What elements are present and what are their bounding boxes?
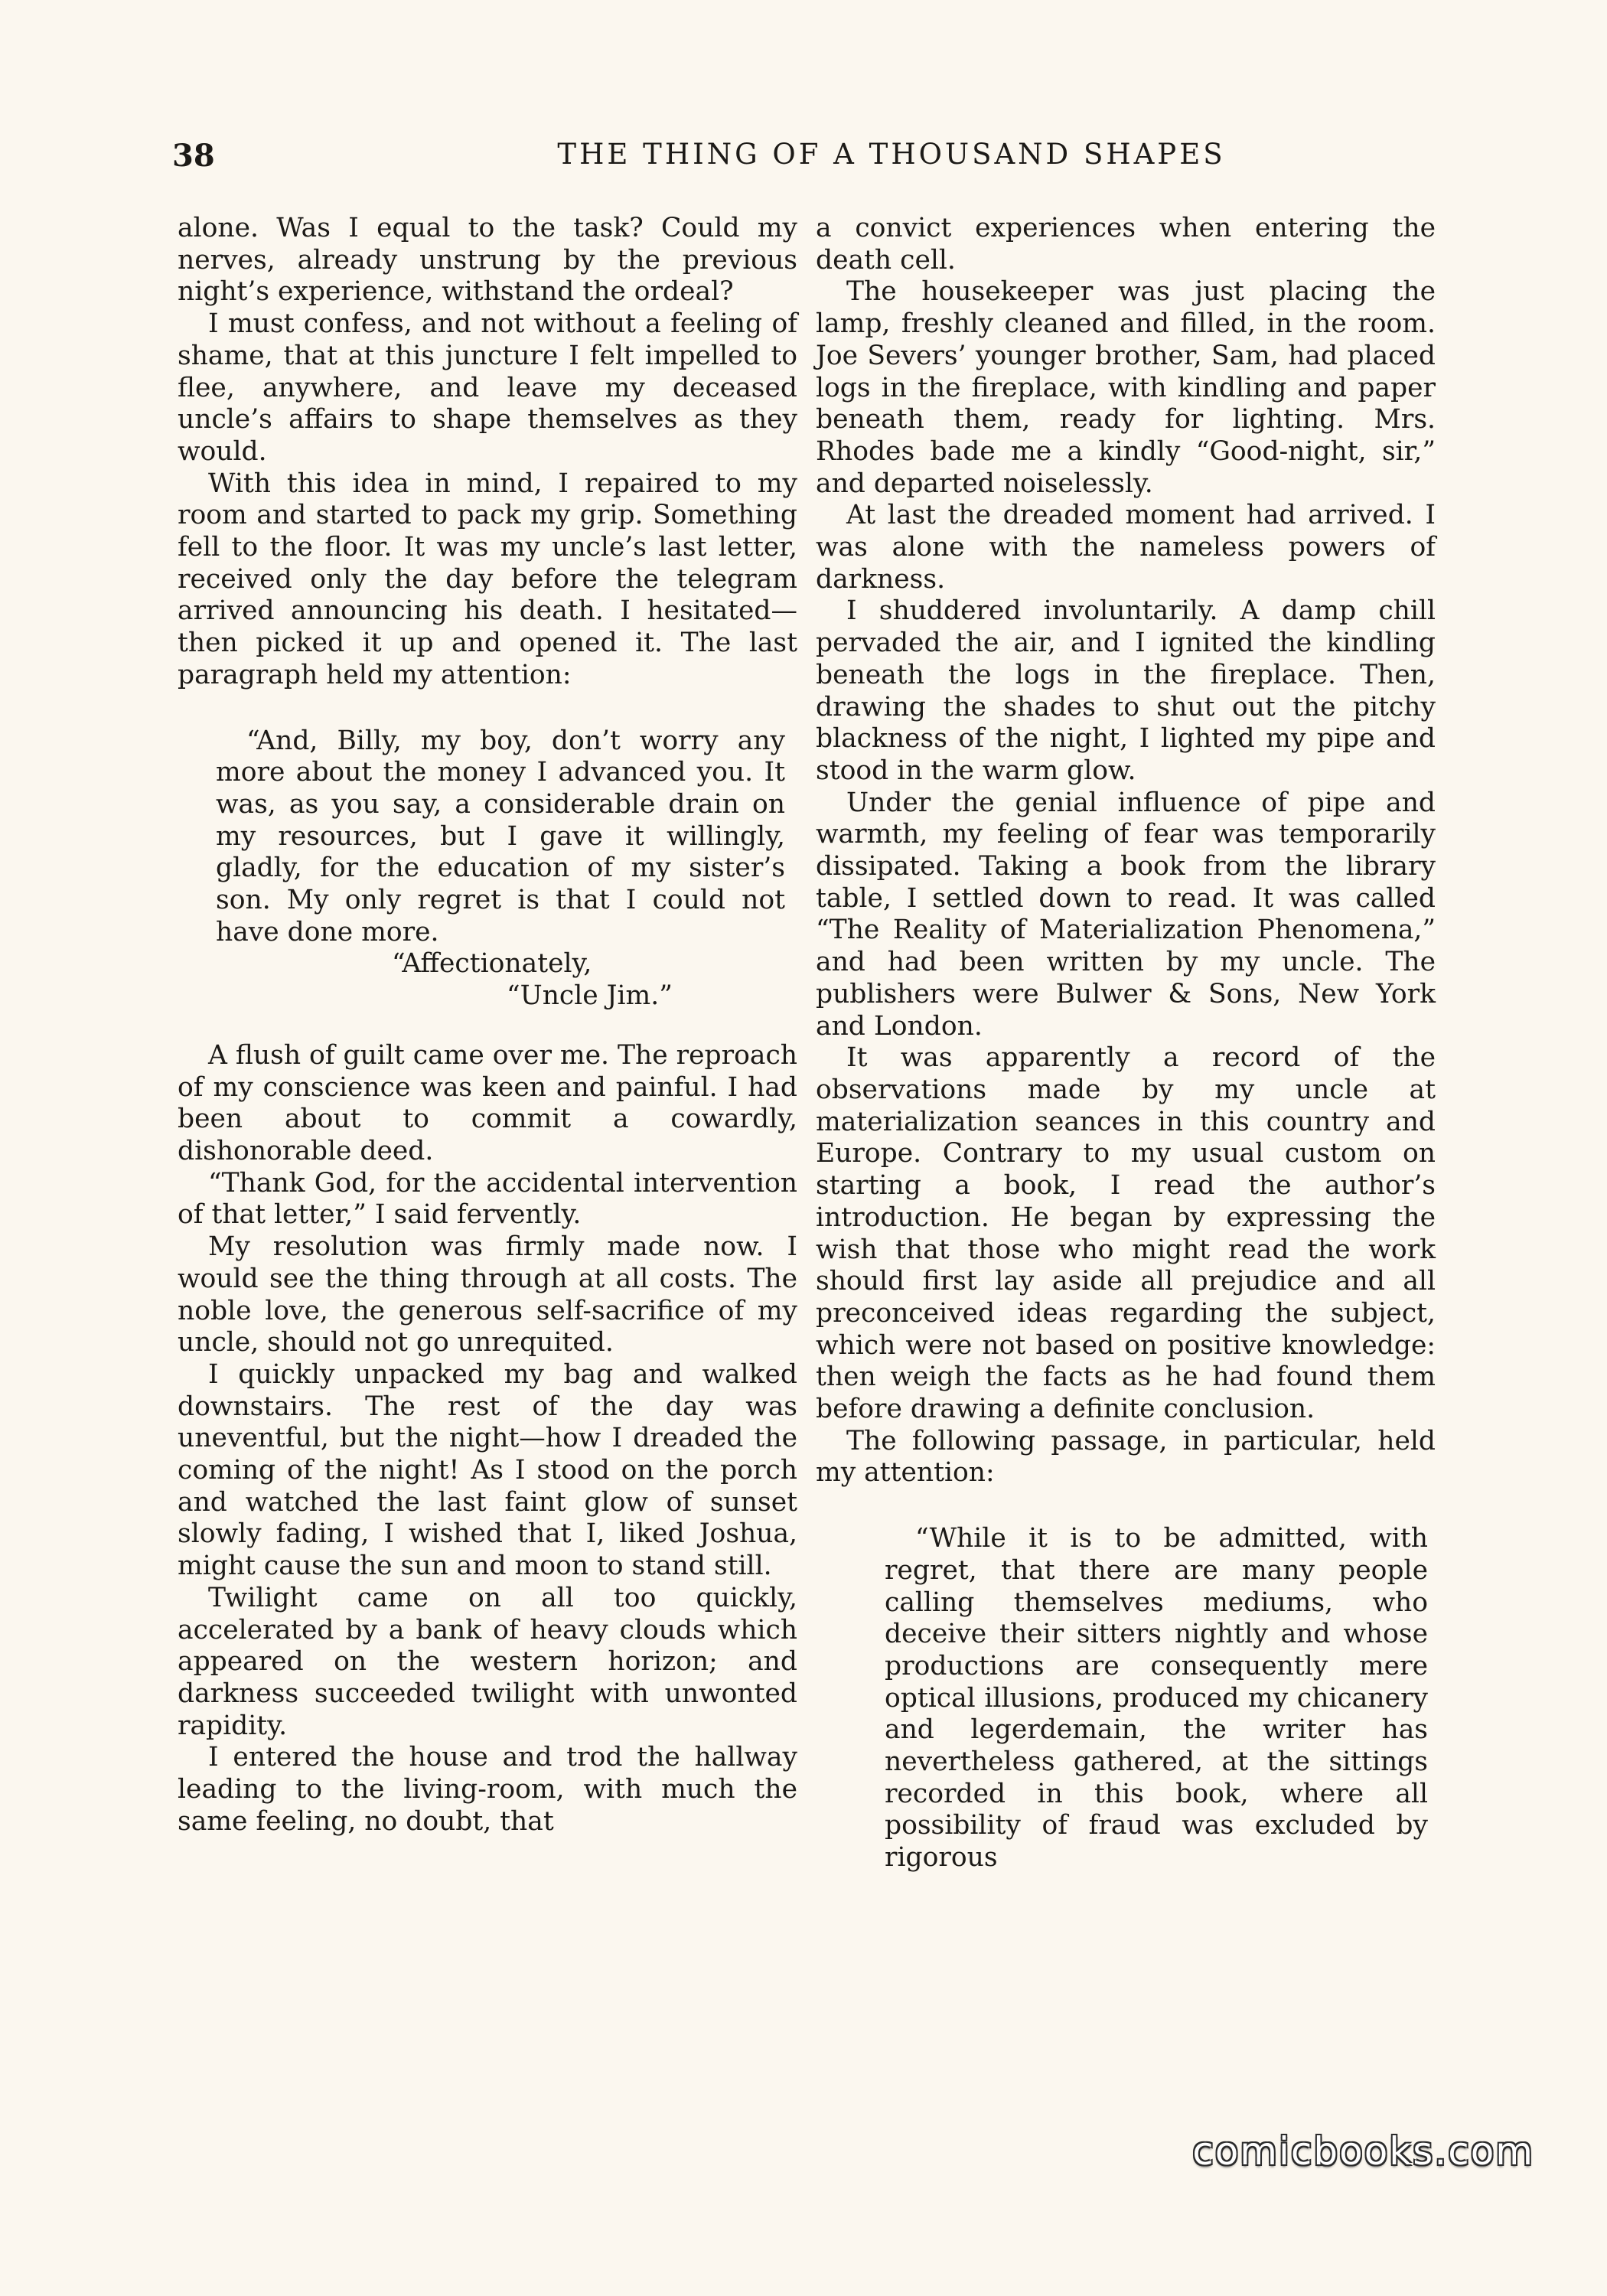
uncle-letter-quote [178, 726, 797, 1013]
left-column [178, 213, 797, 1838]
paragraph: “Thank God, for the accidental intervention of that letter,” I said fervently. [178, 1167, 797, 1231]
right-column [816, 213, 1436, 1874]
paragraph: I shuddered involuntarily. A damp chill pervaded the air, and I ignited the kindling beneath the logs in the fireplace. Then, drawing the shades to shut out the pitchy blackness of the night, I lighted my pipe and stood in the warm glow. [816, 595, 1436, 786]
letter-body: “And, Billy, my boy, don’t worry any more about the money I advanced you. It was, as you say, a considerable drain on my resources, but I gave it willingly, gladly, for the education of my sister’s son. My only regret is that I could not have done more. [216, 725, 785, 947]
letter-signature: “Uncle Jim.” [507, 980, 673, 1012]
paragraph: I quickly unpacked my bag and walked downstairs. The rest of the day was uneventful, but the night—how I dreaded the coming of the night! As I stood on the porch and watched the last faint glow of sunset slowly fading, I wished that I, liked Joshua, might cause the sun and moon to stand still. [178, 1358, 797, 1582]
paragraph: At last the dreaded moment had arrived. I was alone with the nameless powers of darkness. [816, 500, 1436, 595]
watermark-logo: comicbooks.com [1192, 2129, 1534, 2174]
page-header [172, 138, 1435, 184]
paragraph: Twilight came on all too quickly, accelerated by a bank of heavy clouds which appeared on the western horizon; and darkness succeeded twilight with unwonted rapidity. [178, 1582, 797, 1741]
paragraph: Under the genial influence of pipe and warmth, my feeling of fear was temporarily dissipated. Taking a book from the library table, I settled down to read. It was called “The Reality of Materialization Phenomena,” and had been written by my uncle. The publishers were Bulwer & Sons, New York and London. [816, 787, 1436, 1042]
running-title: THE THING OF A THOUSAND SHAPES [557, 138, 1226, 171]
paragraph: It was apparently a record of the observations made by my uncle at materialization seances in this country and Europe. Contrary to my usual custom on starting a book, I read the author’s introduction. He began by expressing the wish that those who might read the work should first lay aside all prejudice and all preconceived ideas regarding the subject, which were not based on positive knowledge: then weigh the facts as he had found them before drawing a definite conclusion. [816, 1042, 1436, 1425]
book-passage-quote [816, 1523, 1436, 1874]
paragraph: With this idea in mind, I repaired to my room and started to pack my grip. Something fell to the floor. It was my uncle’s last letter, received only the day before the telegram arrived announcing his death. I hesitated—then picked it up and opened it. The last paragraph held my attention: [178, 468, 797, 690]
quote-text: “While it is to be admitted, with regret, that there are many people calling themselves mediums, who deceive their sitters nightly and whose productions are consequently mere optical illusions, produced my chicanery and legerdemain, the writer has nevertheless gathered, at the sittings recorded in this book, where all possibility of fraud was excluded by rigorous [885, 1523, 1428, 1874]
paragraph: My resolution was firmly made now. I would see the thing through at all costs. The noble love, the generous self-sacrifice of my uncle, should not go unrequited. [178, 1231, 797, 1358]
paragraph: I must confess, and not without a feeling of shame, that at this juncture I felt impelled to flee, anywhere, and leave my deceased uncle’s affairs to shape themselves as they would. [178, 308, 797, 467]
paragraph: alone. Was I equal to the task? Could my nerves, already unstrung by the previous night’s experience, withstand the ordeal? [178, 213, 797, 308]
paragraph: The housekeeper was just placing the lamp, freshly cleaned and filled, in the room. Joe Severs’ younger brother, Sam, had placed logs in the fireplace, with kindling and paper beneath them, ready for lighting. Mrs. Rhodes bade me a kindly “Good-night, sir,” and departed noiselessly. [816, 276, 1436, 499]
paragraph: I entered the house and trod the hallway leading to the living-room, with much the same feeling, no doubt, that [178, 1742, 797, 1837]
paragraph: A flush of guilt came over me. The reproach of my conscience was keen and painful. I had been about to commit a cowardly, dishonorable deed. [178, 1039, 797, 1166]
page-number: 38 [172, 138, 215, 174]
letter-closing: “Affectionately, [392, 948, 592, 980]
paragraph: a convict experiences when entering the death cell. [816, 213, 1436, 276]
paragraph: The following passage, in particular, held my attention: [816, 1425, 1436, 1489]
